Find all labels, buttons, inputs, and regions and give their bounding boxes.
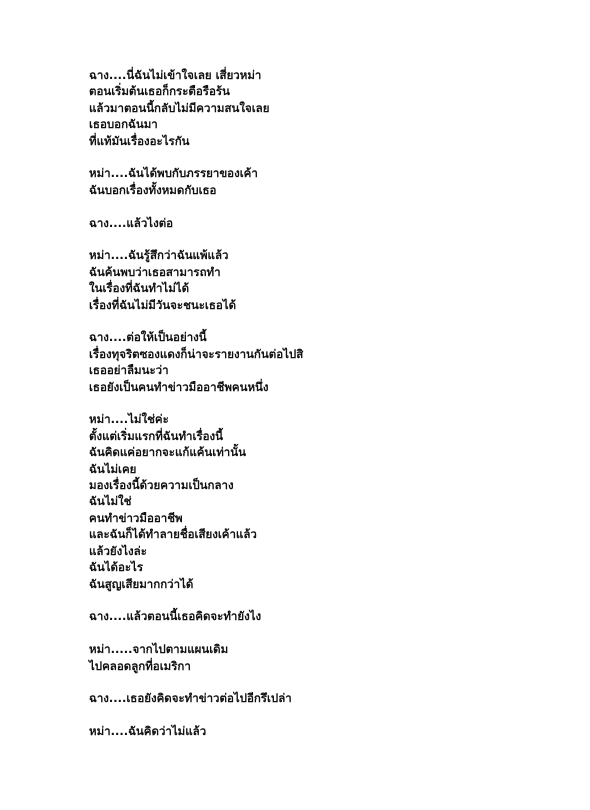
- dialogue-line: ฉาง....แล้วตอนนี้เธอคิดจะทำยังไง: [89, 609, 262, 624]
- dialogue-line: ฉันไม่ใช่: [89, 494, 132, 509]
- dialogue-line: หม่า....ฉันรู้สึกว่าฉันแพ้แล้ว: [89, 248, 229, 263]
- dialogue-line: ไปคลอดลูกที่อเมริกา: [89, 658, 191, 673]
- dialogue-line: หม่า....ฉันคิดว่าไม่แล้ว: [89, 724, 207, 739]
- dialogue-line: แล้วยังไงล่ะ: [89, 543, 147, 558]
- dialogue-paragraph-5: [89, 329, 559, 395]
- dialogue-paragraph-3: [89, 215, 559, 231]
- dialogue-line: ฉันคิดแค่อยากจะแก้แค้นเท่านั้น: [89, 445, 246, 460]
- dialogue-line: หม่า.....จากไปตามแผนเดิม: [89, 642, 229, 657]
- dialogue-line: ฉันได้อะไร: [89, 560, 143, 575]
- dialogue-line: มองเรื่องนี้ด้วยความเป็นกลาง: [89, 478, 234, 493]
- dialogue-line: หม่า....ฉันได้พบกับภรรยาของเค้า: [89, 166, 258, 181]
- dialogue-line: ฉาง....เธอยังคิดจะทำข่าวต่อไปอีกรึเปล่า: [89, 691, 292, 706]
- dialogue-paragraph-1: [89, 67, 559, 149]
- dialogue-line: ฉันค้นพบว่าเธอสามารถทำ: [89, 264, 221, 279]
- dialogue-line: ฉาง....นี่ฉันไม่เข้าใจเลย เสี่ยวหม่า: [89, 68, 262, 82]
- dialogue-line: เธอบอกฉันมา: [89, 117, 158, 132]
- dialogue-line: เรื่องทุจริตซองแดงก็น่าจะรายงานกันต่อไปสิ: [89, 346, 304, 361]
- dialogue-line: หม่า....ไม่ใช่ค่ะ: [89, 412, 169, 427]
- dialogue-line: เธอยังเป็นคนทำข่าวมืออาชีพคนหนึ่ง: [89, 379, 269, 394]
- dialogue-line: ฉาง....ต่อให้เป็นอย่างนี้: [89, 330, 207, 345]
- document-body: [89, 67, 559, 756]
- dialogue-paragraph-7: [89, 608, 559, 624]
- dialogue-paragraph-2: [89, 165, 559, 198]
- dialogue-paragraph-6: [89, 411, 559, 591]
- dialogue-line: ฉาง....แล้วไงต่อ: [89, 215, 174, 230]
- dialogue-line: ฉันบอกเรื่องทั้งหมดกับเธอ: [89, 182, 217, 197]
- dialogue-line: เธออย่าลืมนะว่า: [89, 363, 169, 378]
- dialogue-line: ตอนเริ่มต้นเธอก็กระตือรือร้น: [89, 84, 230, 99]
- dialogue-line: ที่แท้มันเรื่องอะไรกัน: [89, 133, 190, 148]
- dialogue-line: ในเรื่องที่ฉันทำไม่ได้: [89, 281, 190, 296]
- dialogue-paragraph-9: [89, 690, 559, 706]
- dialogue-line: แล้วมาตอนนี้กลับไม่มีความสนใจเลย: [89, 100, 270, 115]
- dialogue-paragraph-4: [89, 247, 559, 313]
- dialogue-line: คนทำข่าวมืออาชีพ: [89, 510, 183, 525]
- dialogue-paragraph-10: [89, 723, 559, 739]
- dialogue-line: ตั้งแต่เริ่มแรกที่ฉันทำเรื่องนี้: [89, 428, 224, 443]
- dialogue-line: และฉันก็ได้ทำลายชื่อเสียงเค้าแล้ว: [89, 527, 257, 542]
- dialogue-line: ฉันไม่เคย: [89, 461, 137, 476]
- dialogue-line: เรื่องที่ฉันไม่มีวันจะชนะเธอได้: [89, 297, 237, 312]
- dialogue-paragraph-8: [89, 641, 559, 674]
- dialogue-line: ฉันสูญเสียมากกว่าได้: [89, 576, 194, 591]
